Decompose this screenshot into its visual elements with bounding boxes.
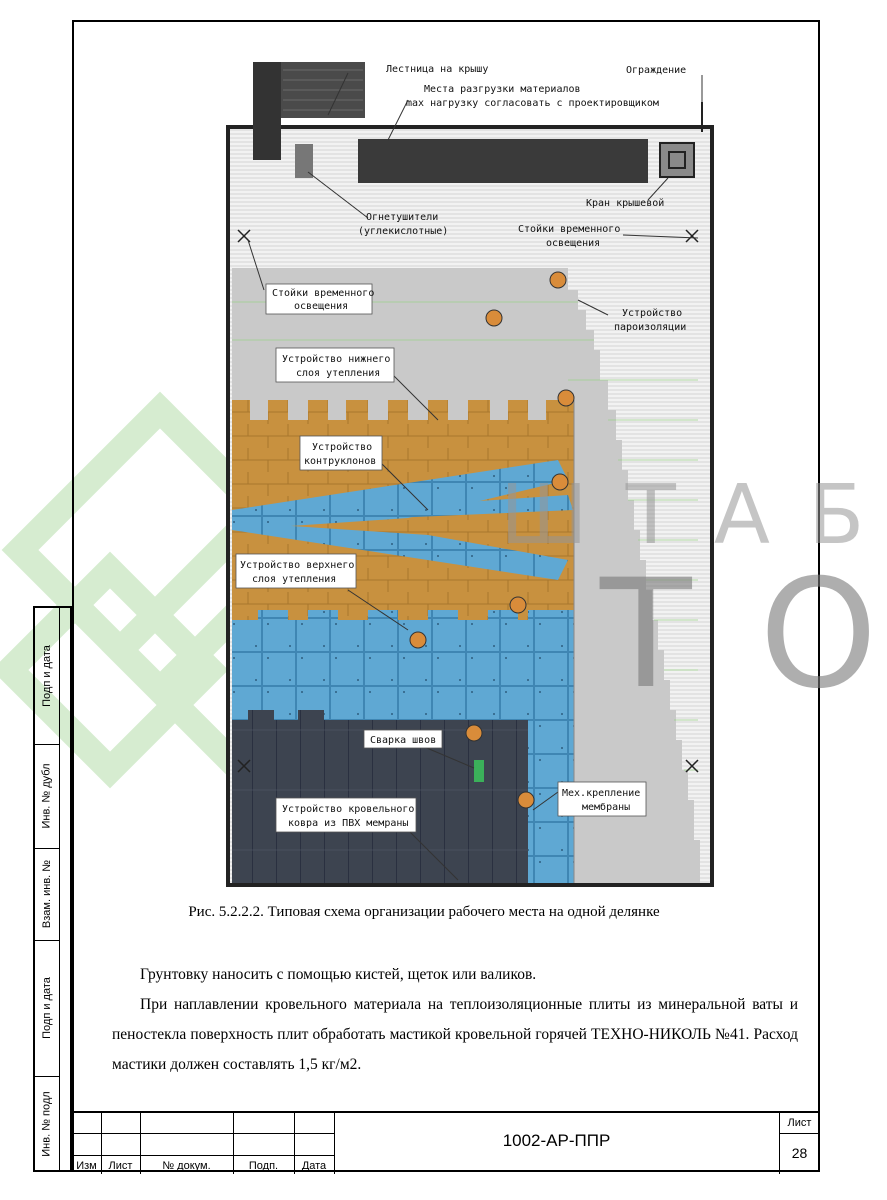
label-lighting-left-2: освещения bbox=[294, 301, 349, 312]
body-text bbox=[112, 960, 798, 1080]
label-unloading-1: Места разгрузки материалов bbox=[424, 84, 581, 95]
paragraph-2: При наплавлении кровельного материала на теплоизоляционные плиты из минеральной ваты и пеностекла поверхность плит обработать мастикой кровельной горячей ТЕХНО-НИКОЛЬ №41. Расход мастики должен составлять 1,5 кг/м2. bbox=[112, 996, 798, 1073]
fire-extinguishers bbox=[295, 144, 313, 178]
sheet-number: 28 bbox=[791, 1145, 808, 1161]
label-mech-2: мембраны bbox=[582, 802, 631, 813]
side-podp-data-1: Подп и дата bbox=[41, 645, 53, 707]
label-lower-ins-2: слоя утепления bbox=[296, 368, 381, 379]
welding-machine bbox=[474, 760, 484, 782]
label-lower-ins-1: Устройство нижнего bbox=[282, 354, 391, 365]
label-extinguishers-2: (углекислотные) bbox=[358, 226, 449, 237]
watermark-text-2: Т О bbox=[600, 548, 887, 722]
side-stamp bbox=[33, 606, 72, 1172]
label-vapor-1: Устройство bbox=[622, 308, 683, 319]
side-vzam-inv: Взам. инв. № bbox=[41, 859, 53, 929]
watermark-text-1: Ш Т А Б bbox=[500, 468, 871, 563]
label-fence: Ограждение bbox=[626, 65, 687, 76]
label-counter-1: Устройство bbox=[312, 442, 373, 453]
hdr-doc-num: № докум. bbox=[162, 1160, 211, 1172]
label-lighting-right-2: освещения bbox=[546, 238, 601, 249]
label-lighting-right-1: Стойки временного bbox=[518, 224, 621, 235]
label-crane: Кран крышевой bbox=[586, 198, 665, 209]
paragraph-1: Грунтовку наносить с помощью кистей, щеток или валиков. bbox=[140, 966, 537, 983]
side-inv-podl: Инв. № подл bbox=[41, 1091, 53, 1157]
label-upper-ins-2: слоя утепления bbox=[252, 574, 337, 585]
hdr-izm: Изм bbox=[76, 1160, 97, 1172]
label-unloading-2: max нагрузку согласовать с проектировщиком bbox=[406, 98, 659, 109]
label-lighting-left-1: Стойки временного bbox=[272, 288, 375, 299]
roof-crane bbox=[660, 143, 694, 177]
label-ladder: Лестница на крышу bbox=[386, 64, 489, 75]
label-vapor-2: пароизоляции bbox=[614, 322, 687, 333]
label-pvc-1: Устройство кровельного bbox=[282, 804, 415, 815]
hdr-list: Лист bbox=[108, 1160, 133, 1172]
title-block bbox=[72, 1111, 820, 1174]
label-pvc-2: ковра из ПВХ мемраны bbox=[288, 818, 409, 829]
roof-work-scheme bbox=[228, 40, 714, 887]
doc-code: 1002-АР-ППР bbox=[502, 1131, 611, 1150]
label-counter-2: контруклонов bbox=[304, 456, 377, 467]
sheet-label: Лист bbox=[787, 1117, 812, 1129]
label-upper-ins-1: Устройство верхнего bbox=[240, 560, 355, 571]
side-inv-dubl: Инв. № дубл bbox=[41, 763, 53, 829]
label-extinguishers-1: Огнетушители bbox=[366, 212, 439, 223]
label-mech-1: Мех.крепление bbox=[562, 788, 641, 799]
unloading-area bbox=[358, 139, 648, 183]
side-podp-data-2: Подп и дата bbox=[41, 977, 53, 1039]
hdr-podp: Подп. bbox=[248, 1160, 279, 1172]
figure-caption: Рис. 5.2.2.2. Типовая схема организации рабочего места на одной делянке bbox=[188, 904, 660, 920]
hdr-data: Дата bbox=[301, 1160, 327, 1172]
label-welding: Сварка швов bbox=[370, 735, 437, 746]
